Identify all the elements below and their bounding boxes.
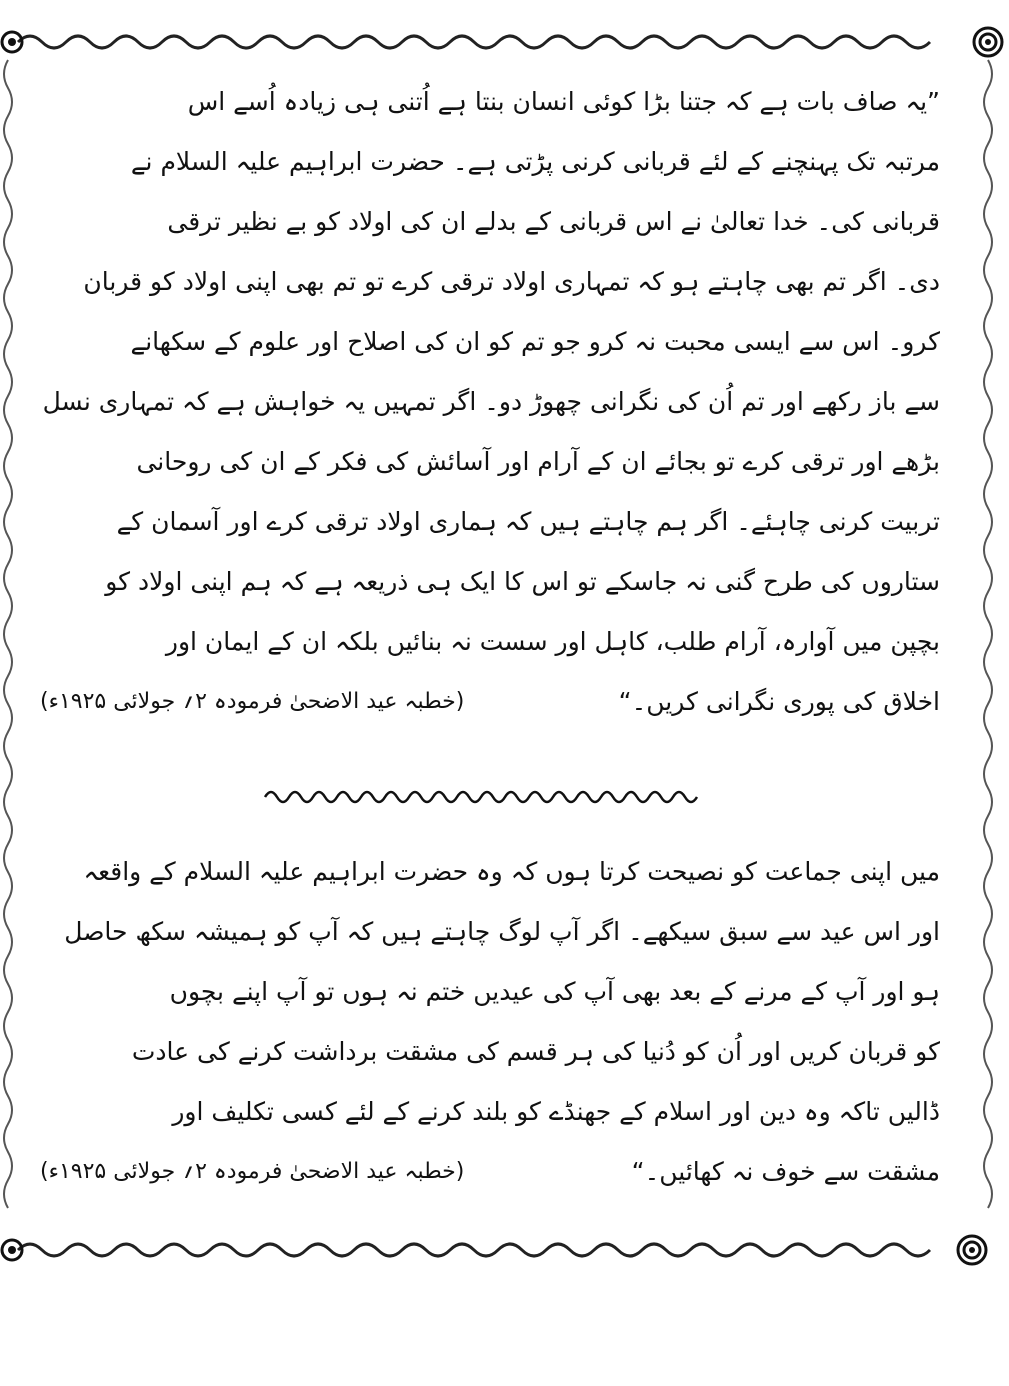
passage-one-line: ”یہ صاف بات ہے کہ جتنا بڑا کوئی انسان بنتا ہے اُتنی ہی زیادہ اُسے اس bbox=[187, 87, 940, 116]
passage-one-line: کرو۔ اس سے ایسی محبت نہ کرو جو تم کو ان کی اصلاح اور علوم کے سکھانے bbox=[130, 327, 940, 356]
passage-two-line: میں اپنی جماعت کو نصیحت کرتا ہوں کہ وہ حضرت ابراہیم علیہ السلام کے واقعہ bbox=[83, 857, 940, 886]
passage-two-line: اور اس عید سے سبق سیکھے۔ اگر آپ لوگ چاہتے ہیں کہ آپ کو ہمیشہ سکھ حاصل bbox=[64, 917, 940, 946]
passage-two bbox=[40, 842, 940, 1202]
passage-one-line: سے باز رکھے اور تم اُن کی نگرانی چھوڑ دو۔ اگر تمہیں یہ خواہش ہے کہ تمہاری نسل bbox=[42, 387, 940, 416]
right-border-wave bbox=[984, 60, 992, 1208]
passage-one-line: مرتبہ تک پہنچنے کے لئے قربانی کرنی پڑتی ہے۔ حضرت ابراہیم علیہ السلام نے bbox=[130, 147, 940, 176]
passage-one-line: قربانی کی۔ خدا تعالیٰ نے اس قربانی کے بدلے ان کی اولاد کو بے نظیر ترقی bbox=[167, 207, 940, 236]
passage-two-last-line: مشقت سے خوف نہ کھائیں۔“ bbox=[631, 1157, 940, 1186]
passage-two-line: کو قربان کریں اور اُن کو دُنیا کی ہر قسم کی مشقت برداشت کرنے کی عادت bbox=[131, 1037, 940, 1066]
passage-two-citation: (خطبہ عید الاضحیٰ فرمودہ ۲؍ جولائی ۱۹۲۵ء) bbox=[40, 1159, 465, 1184]
top-border-wave bbox=[18, 36, 930, 48]
passage-one-line: بچپن میں آوارہ، آرام طلب، کاہل اور سست نہ بنائیں بلکہ ان کے ایمان اور bbox=[165, 627, 940, 656]
bottom-right-spiral-icon bbox=[958, 1236, 986, 1264]
passage-two-line: ہو اور آپ کے مرنے کے بعد بھی آپ کی عیدیں ختم نہ ہوں تو آپ اپنے بچوں bbox=[169, 977, 940, 1006]
passage-one-line: دی۔ اگر تم بھی چاہتے ہو کہ تمہاری اولاد ترقی کرے تو تم بھی اپنی اولاد کو قربان bbox=[83, 267, 940, 296]
passage-one-line: تربیت کرنی چاہئے۔ اگر ہم چاہتے ہیں کہ ہماری اولاد ترقی کرے اور آسمان کے bbox=[116, 507, 940, 536]
wave-divider-icon bbox=[260, 782, 700, 812]
passage-one-citation: (خطبہ عید الاضحیٰ فرمودہ ۲؍ جولائی ۱۹۲۵ء) bbox=[40, 689, 465, 714]
bottom-border-wave bbox=[18, 1244, 930, 1256]
passage-one-line: بڑھے اور ترقی کرے تو بجائے ان کے آرام اور آسائش کی فکر کے ان کی روحانی bbox=[136, 447, 940, 476]
top-right-spiral-icon bbox=[974, 28, 1002, 56]
passage-two-closing bbox=[40, 1142, 940, 1202]
passage-one-last-line: اخلاق کی پوری نگرانی کریں۔“ bbox=[618, 687, 940, 716]
passage-one-closing bbox=[40, 672, 940, 732]
left-border-wave bbox=[4, 60, 12, 1208]
passage-one bbox=[40, 72, 940, 732]
passage-one-line: ستاروں کی طرح گنی نہ جاسکے تو اس کا ایک ہی ذریعہ ہے کہ ہم اپنی اولاد کو bbox=[105, 567, 940, 596]
content-area bbox=[40, 72, 940, 1232]
passage-two-line: ڈالیں تاکہ وہ دین اور اسلام کے جھنڈے کو بلند کرنے کے لئے کسی تکلیف اور bbox=[172, 1097, 940, 1126]
